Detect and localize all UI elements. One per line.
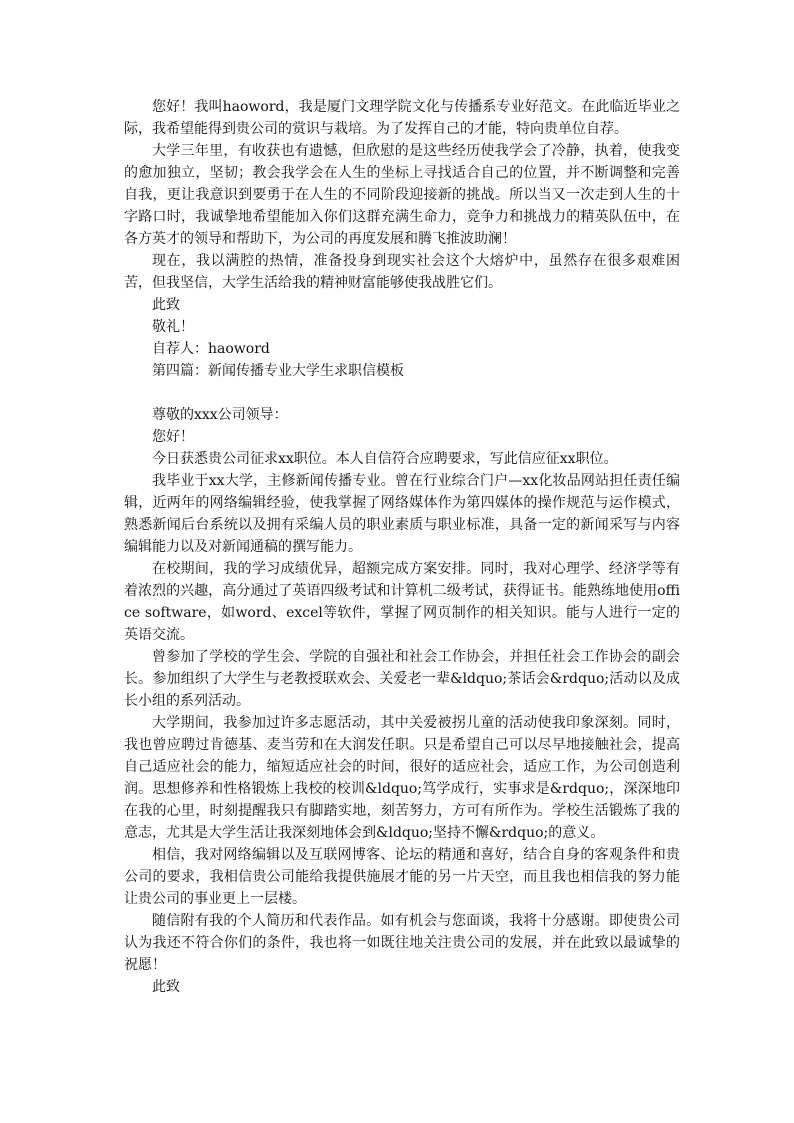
paragraph: 今日获悉贵公司征求xx职位。本人自信符合应聘要求，写此信应征xx职位。 [152, 451, 618, 467]
section-heading: 第四篇：新闻传播专业大学生求职信模板 [152, 363, 404, 379]
closing-salutation: 此致 [152, 979, 180, 995]
blank-line [124, 382, 680, 404]
paragraph: 大学三年里，有收获也有遗憾，但欣慰的是这些经历使我学会了冷静，执着，使我变的愈加独立，坚韧；教会我学会在人生的坐标上寻找适合自己的位置，并不断调整和完善自我，更让我意识到要勇于在人生的不同阶段迎接新的挑战。所以当又一次走到人生的十字路口时，我诚挚地希望能加入你们这群充满生命力，竞争力和挑战力的精英队伍中，在各方英才的领导和帮助下，为公司的再度发展和腾飞推波助澜！ [124, 143, 680, 247]
letter-one [124, 96, 680, 382]
closing-regards: 敬礼！ [152, 319, 194, 335]
greeting: 尊敬的xxx公司领导： [152, 407, 288, 423]
paragraph: 现在，我以满腔的热情，准备投身到现实社会这个大熔炉中，虽然存在很多艰难困苦，但我坚信，大学生活给我的精神财富能够使我战胜它们。 [124, 253, 680, 291]
paragraph: 我毕业于xx大学，主修新闻传播专业。曾在行业综合门户—xx化妆品网站担任责任编辑，近两年的网络编辑经验，使我掌握了网络媒体作为第四媒体的操作规范与运作模式，熟悉新闻后台系统以及拥有采编人员的职业素质与职业标准，具备一定的新闻采写与内容编辑能力以及对新闻通稿的撰写能力。 [124, 473, 680, 555]
paragraph: 随信附有我的个人简历和代表作品。如有机会与您面谈，我将十分感谢。即使贵公司认为我还不符合你们的条件，我也将一如既往地关注贵公司的发展，并在此致以最诚挚的祝愿！ [124, 913, 680, 973]
paragraph: 相信，我对网络编辑以及互联网博客、论坛的精通和喜好，结合自身的客观条件和贵公司的要求，我相信贵公司能给我提供施展才能的另一片天空，而且我也相信我的努力能让贵公司的事业更上一层楼。 [124, 847, 680, 907]
letter-two [124, 404, 680, 998]
paragraph: 在校期间，我的学习成绩优异，超额完成方案安排。同时，我对心理学、经济学等有着浓烈的兴趣，高分通过了英语四级考试和计算机二级考试，获得证书。能熟练地使用office software，如word、excel等软件，掌握了网页制作的相关知识。能与人进行一定的英语交流。 [124, 561, 680, 643]
paragraph: 大学期间，我参加过许多志愿活动，其中关爱被拐儿童的活动使我印象深刻。同时，我也曾应聘过肯德基、麦当劳和在大润发任职。只是希望自己可以尽早地接触社会，提高自己适应社会的能力，缩短适应社会的时间，很好的适应社会，适应工作，为公司创造利润。思想修养和性格锻炼上我校的校训&ldquo;笃学成行，实事求是&rdquo;，深深地印在我的心里，时刻提醒我只有脚踏实地，刻苦努力，方可有所作为。学校生活锻炼了我的意志，尤其是大学生活让我深刻地体会到&ldquo;坚持不懈&rdquo;的意义。 [124, 715, 680, 841]
paragraph: 曾参加了学校的学生会、学院的自强社和社会工作协会，并担任社会工作协会的副会长。参加组织了大学生与老教授联欢会、关爱老一辈&ldquo;茶话会&rdquo;活动以及成长小组的系列活动。 [124, 649, 680, 709]
signature-line: 自荐人：haoword [152, 341, 270, 357]
document-page [124, 96, 680, 998]
paragraph: 您好！我叫haoword，我是厦门文理学院文化与传播系专业好范文。在此临近毕业之际，我希望能得到贵公司的赏识与栽培。为了发挥自己的才能，特向贵单位自荐。 [124, 99, 680, 137]
greeting: 您好！ [152, 429, 194, 445]
closing-salutation: 此致 [152, 297, 180, 313]
